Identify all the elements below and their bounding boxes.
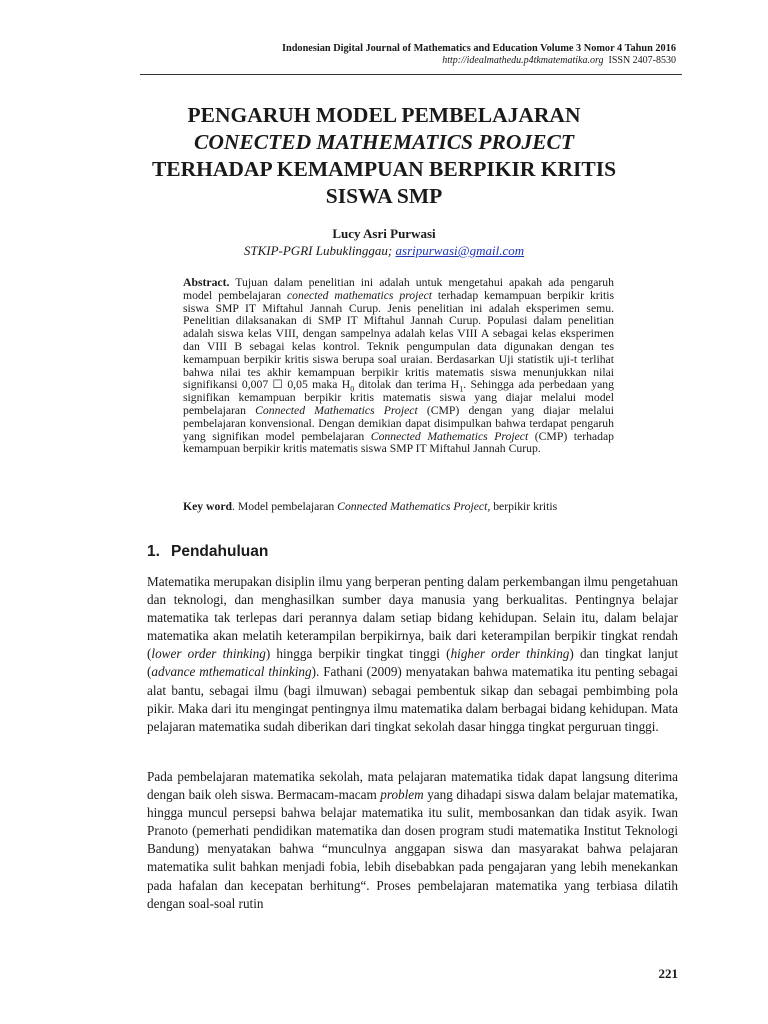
title-line-2: CONECTED MATHEMATICS PROJECT: [194, 130, 574, 154]
abstract-label: Abstract.: [183, 276, 230, 289]
subscript: 1: [459, 384, 464, 394]
paragraph-text: ). Fathani (2009) menyatakan bahwa matematika itu penting sebagai alat bantu, sebagai ilmu (bagi ilmuwan) sebagai pembentuk sikap dan sebagai pembimbing pola pikir. Maka dari itu mengingat pentingnya ilmu matematika dalam berbagai bidang kehidupan. Mata pelajaran matematika sudah diberikan dari tingkat sekolah dasar hingga tingkat perguruan tinggi.: [147, 664, 678, 734]
abstract-text-italic: Connected Mathematics Project: [255, 403, 418, 417]
journal-url[interactable]: http://idealmathedu.p4tkmatematika.org: [442, 55, 604, 66]
header-divider: [140, 74, 682, 75]
author-email-link[interactable]: asripurwasi@gmail.com: [395, 243, 525, 258]
paragraph-text: ) dan tingkat lanjut (: [147, 646, 679, 680]
keywords-text: berpikir kritis: [490, 500, 558, 513]
paragraph-text: Matematika merupakan disiplin ilmu yang berperan penting dalam perkembangan ilmu pengetahuan dan teknologi, dan menghasilkan sumber daya manusia yang berkualitas. Pentingnya belajar matematika tak terlepas dari perannya dalam setiap bidang kehidupan. Selain itu, dalam belajar matematika akan melatih keterampilan berpikirnya, baik dari keterampilan berpikir tingkat rendah (: [147, 574, 678, 662]
title-line-1: PENGARUH MODEL PEMBELAJARAN: [187, 103, 581, 127]
title-line-3: TERHADAP KEMAMPUAN BERPIKIR KRITIS: [151, 157, 617, 181]
author-name: Lucy Asri Purwasi: [332, 226, 436, 241]
paragraph-text-italic: problem: [380, 787, 424, 803]
section-heading: [147, 543, 268, 561]
author-affiliation: STKIP-PGRI Lubuklinggau;: [243, 243, 393, 258]
section-number: 1.: [147, 543, 160, 560]
abstract-text: (CMP) terhadap kemampuan berpikir kritis matematis siswa SMP IT Miftahul Jannah Curup.: [183, 429, 614, 456]
paragraph-text: ) hingga berpikir tingkat tinggi (: [265, 646, 451, 662]
abstract-text: ditolak dan terima H: [354, 378, 460, 392]
paragraph-text: Pada pembelajaran matematika sekolah, mata pelajaran matematika tidak dapat langsung diterima dengan baik oleh siswa. Bermacam-macam: [147, 769, 678, 803]
paragraph-text-italic: advance mthematical thinking: [151, 664, 312, 680]
abstract-text: . Sehingga ada perbedaan yang signifikan kemampuan berpikir kritis matematis siswa yang diajar melalui model pembelajaran: [183, 378, 614, 417]
author-affiliation-line: [110, 243, 658, 259]
keywords: [183, 500, 614, 513]
subscript: 0: [350, 384, 355, 394]
paper-title: [110, 102, 658, 210]
journal-url-line: [282, 55, 676, 67]
abstract: [183, 277, 614, 456]
abstract-text: Tujuan dalam penelitian ini adalah untuk mengetahui apakah ada pengaruh model pembelajaran: [183, 276, 614, 302]
journal-name: Indonesian Digital Journal of Mathematics and Education Volume 3 Nomor 4 Tahun 2016: [281, 43, 676, 54]
paragraph-text-italic: lower order thinking: [151, 646, 266, 662]
title-line-4: SISWA SMP: [325, 184, 443, 208]
abstract-text-italic: conected mathematics project: [286, 288, 433, 302]
paragraph-text-italic: higher order thinking: [450, 646, 570, 662]
keywords-label: Key word: [183, 500, 233, 513]
abstract-text: terhadap kemampuan berpikir kritis siswa SMP IT Miftahul Jannah Curup. Jenis penelitian ini adalah eksperimen semu. Penelitian dilaksanakan di SMP IT Miftahul Jannah Curup. Populasi dalam penelitian adalah siswa kelas VIII, dengan sampelnya adalah kelas VIII A sebagai kelas eksperimen dan VIII B sebagai kelas kontrol. Teknik pengumpulan data digunakan dengan tes kemampuan berpikir kritis siswa berupa soal uraian. Berdasarkan Uji statistik uji-t terlihat bahwa nilai tes akhir kemampuan berpikir kritis matematis siswa menunjukkan nilai signifikansi 0,007 ☐ 0,05 maka H: [183, 288, 614, 392]
keywords-text-italic: Connected Mathematics Project,: [337, 500, 491, 513]
page-number: 221: [658, 966, 678, 981]
abstract-text-italic: Connected Mathematics Project: [370, 429, 529, 443]
body-paragraph-1: [147, 573, 678, 736]
section-title: Pendahuluan: [171, 543, 269, 560]
body-paragraph-2: [147, 768, 678, 913]
running-header: [282, 43, 676, 67]
abstract-text: (CMP) dengan yang diajar melalui pembelajaran konvensional. Dengan demikian dapat disimpulkan bahwa terdapat pengaruh yang signifikan model pembelajaran: [183, 403, 614, 443]
paragraph-text: yang dihadapi siswa dalam belajar matematika, hingga muncul persepsi bahwa belajar matematika itu sulit, membosankan dan tidak asyik. Iwan Pranoto (pemerhati pendidikan matematika dan dosen program studi matematika Institut Teknologi Bandung) menyatakan bahwa “munculnya anggapan siswa dan masyarakat bahwa pelajaran matematika sulit bahkan menjadi fobia, lebih disebabkan pada pengajaran yang lebih menekankan pada hafalan dan kecepatan berhitung“. Proses pembelajaran matematika yang terbiasa dilatih dengan soal-soal rutin: [147, 787, 678, 911]
keywords-text: . Model pembelajaran: [232, 500, 338, 513]
journal-issn: ISSN 2407-8530: [608, 55, 676, 66]
